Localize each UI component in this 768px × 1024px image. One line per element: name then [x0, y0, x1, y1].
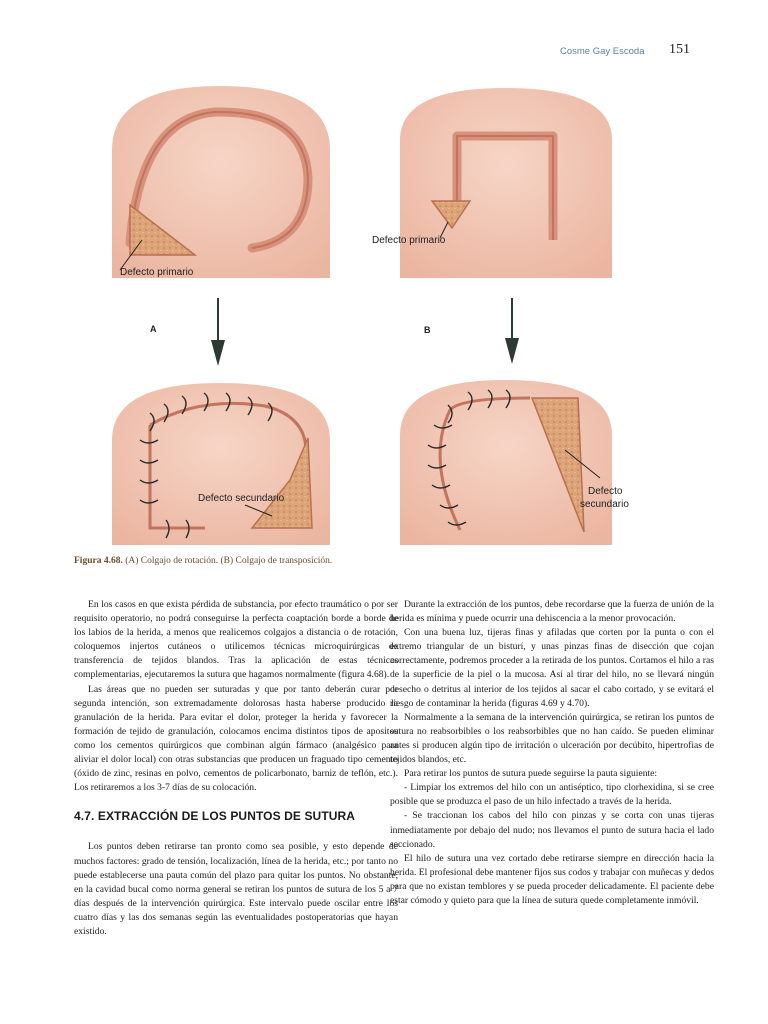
caption-label: Figura 4.68.: [74, 556, 123, 566]
panel-a-before: [112, 86, 330, 278]
paragraph: En los casos en que exista pérdida de substancia, por efecto traumático o por ser requisito operatorio, no podrá conseguirse la perfecta coaptación borde a borde de los labios de la herida, a menos que realicemos colgajos a distancia o de rotación, coloquemos injertos cutáneos o utilicemos técnicas microquirúrgicas de transferencia de tejidos blandos. Tras la aplicación de estas técnicas complementarias, ejecutaremos la sutura que hagamos normalmente (figura 4.68).: [74, 599, 398, 681]
arrow-a: [211, 298, 225, 366]
paragraph: El hilo de sutura una vez cortado debe retirarse siempre en dirección hacia la herida. El profesional debe mantener fijos sus codos y trabajar con muñecas y dedos para que no existan temblores y se pueda proceder delicadamente. El paciente debe estar cómodo y quieto para que la línea de sutura quede completamente inmóvil.: [390, 852, 714, 906]
panel-a-after: [112, 383, 330, 545]
panel-label-b: B: [424, 325, 431, 335]
panel-b-after: [400, 380, 629, 545]
paragraph: Los puntos deben retirarse tan pronto como sea posible, y esto depende de muchos factores: grado de tensión, localización, línea de la herida, etc.; por tanto no puede establecerse una pauta común del plazo para quitar los puntos. No obstante, en la cavidad bucal como norma general se retiran los puntos de sutura de los 5 a 7 días después de la intervención quirúrgica. Este intervalo puede oscilar entre los cuatro días y las dos semanas según las eventualidades postoperatorias que hayan existido.: [74, 841, 398, 937]
label-defecto-primario-a: Defecto primario: [120, 267, 194, 278]
label-defecto-secundario-a: Defecto secundario: [198, 493, 285, 504]
paragraph: Normalmente a la semana de la intervención quirúrgica, se retiran los puntos de sutura no reabsorbibles o los reabsorbibles que no han caído. Se pueden eliminar antes si producen algún tipo de irritación o ulceración por decúbito, hipertrofias de tejidos blandos, etc.: [390, 711, 714, 766]
paragraph: Durante la extracción de los puntos, debe recordarse que la fuerza de unión de la herida es mínima y puede ocurrir una dehiscencia a la menor provocación.: [390, 599, 714, 625]
paragraph: Las áreas que no pueden ser suturadas y que por tanto deberán curar por segunda intención, son extremadamente dolorosas hasta haberse producido la granulación de la herida. Para evitar el dolor, proteger la herida y favorecer la formación de tejido de granulación, colocamos encima distintos tipos de apositos como los cementos quirúrgicos que combinan algún fármaco (analgésico para aliviar el dolor local) con otras substancias que producen un fraguado tipo cemento (óxido de zinc, resinas en polvo, cementos de policarbonato, barniz de teflón, etc.). Los retiraremos a los 3-7 días de su colocación.: [74, 683, 398, 794]
label-defecto-secundario-b-1: Defecto: [588, 486, 623, 497]
arrow-b: [505, 298, 519, 364]
paragraph: Para retirar los puntos de sutura puede seguirse la pauta siguiente:: [404, 768, 658, 780]
list-item: - Se traccionan los cabos del hilo con pinzas y se corta con unas tijeras inmediatamente por debajo del nudo; nos llevamos el punto de sutura hacia el lado seccionado.: [390, 810, 714, 850]
left-column: [74, 598, 398, 939]
caption-text: (A) Colgajo de rotación. (B) Colgajo de transposición.: [122, 556, 333, 566]
section-title: 4.7. EXTRACCIÓN DE LOS PUNTOS DE SUTURA: [74, 809, 356, 824]
label-defecto-secundario-b-2: secundario: [580, 499, 629, 510]
list-item: - Limpiar los extremos del hilo con un antiséptico, tipo clorhexidina, si se cree posible que se produzca el paso de un hilo infectado a través de la herida.: [390, 782, 714, 808]
figure-caption: [74, 556, 332, 566]
page-number: 151: [669, 42, 690, 57]
panel-label-a: A: [150, 324, 157, 334]
paragraph: Con una buena luz, tijeras finas y afiladas que corten por la punta o con el extremo triangular de un bisturí, y unas pinzas finas de disección que cojan correctamente, podremos proceder a la retirada de los puntos. Cortamos el hilo a ras de la superficie de la piel o la mucosa. Así al tirar del hilo, no se llevará ningún desecho o detritus al interior de los tejidos al sacar el cabo cortado, y se evitará el riesgo de contaminar la herida (figuras 4.69 y 4.70).: [390, 627, 714, 709]
running-header-author: Cosme Gay Escoda: [560, 46, 645, 57]
label-defecto-primario-b: Defecto primario: [372, 235, 446, 246]
right-column: [390, 598, 714, 908]
panel-b-before: [372, 88, 612, 278]
